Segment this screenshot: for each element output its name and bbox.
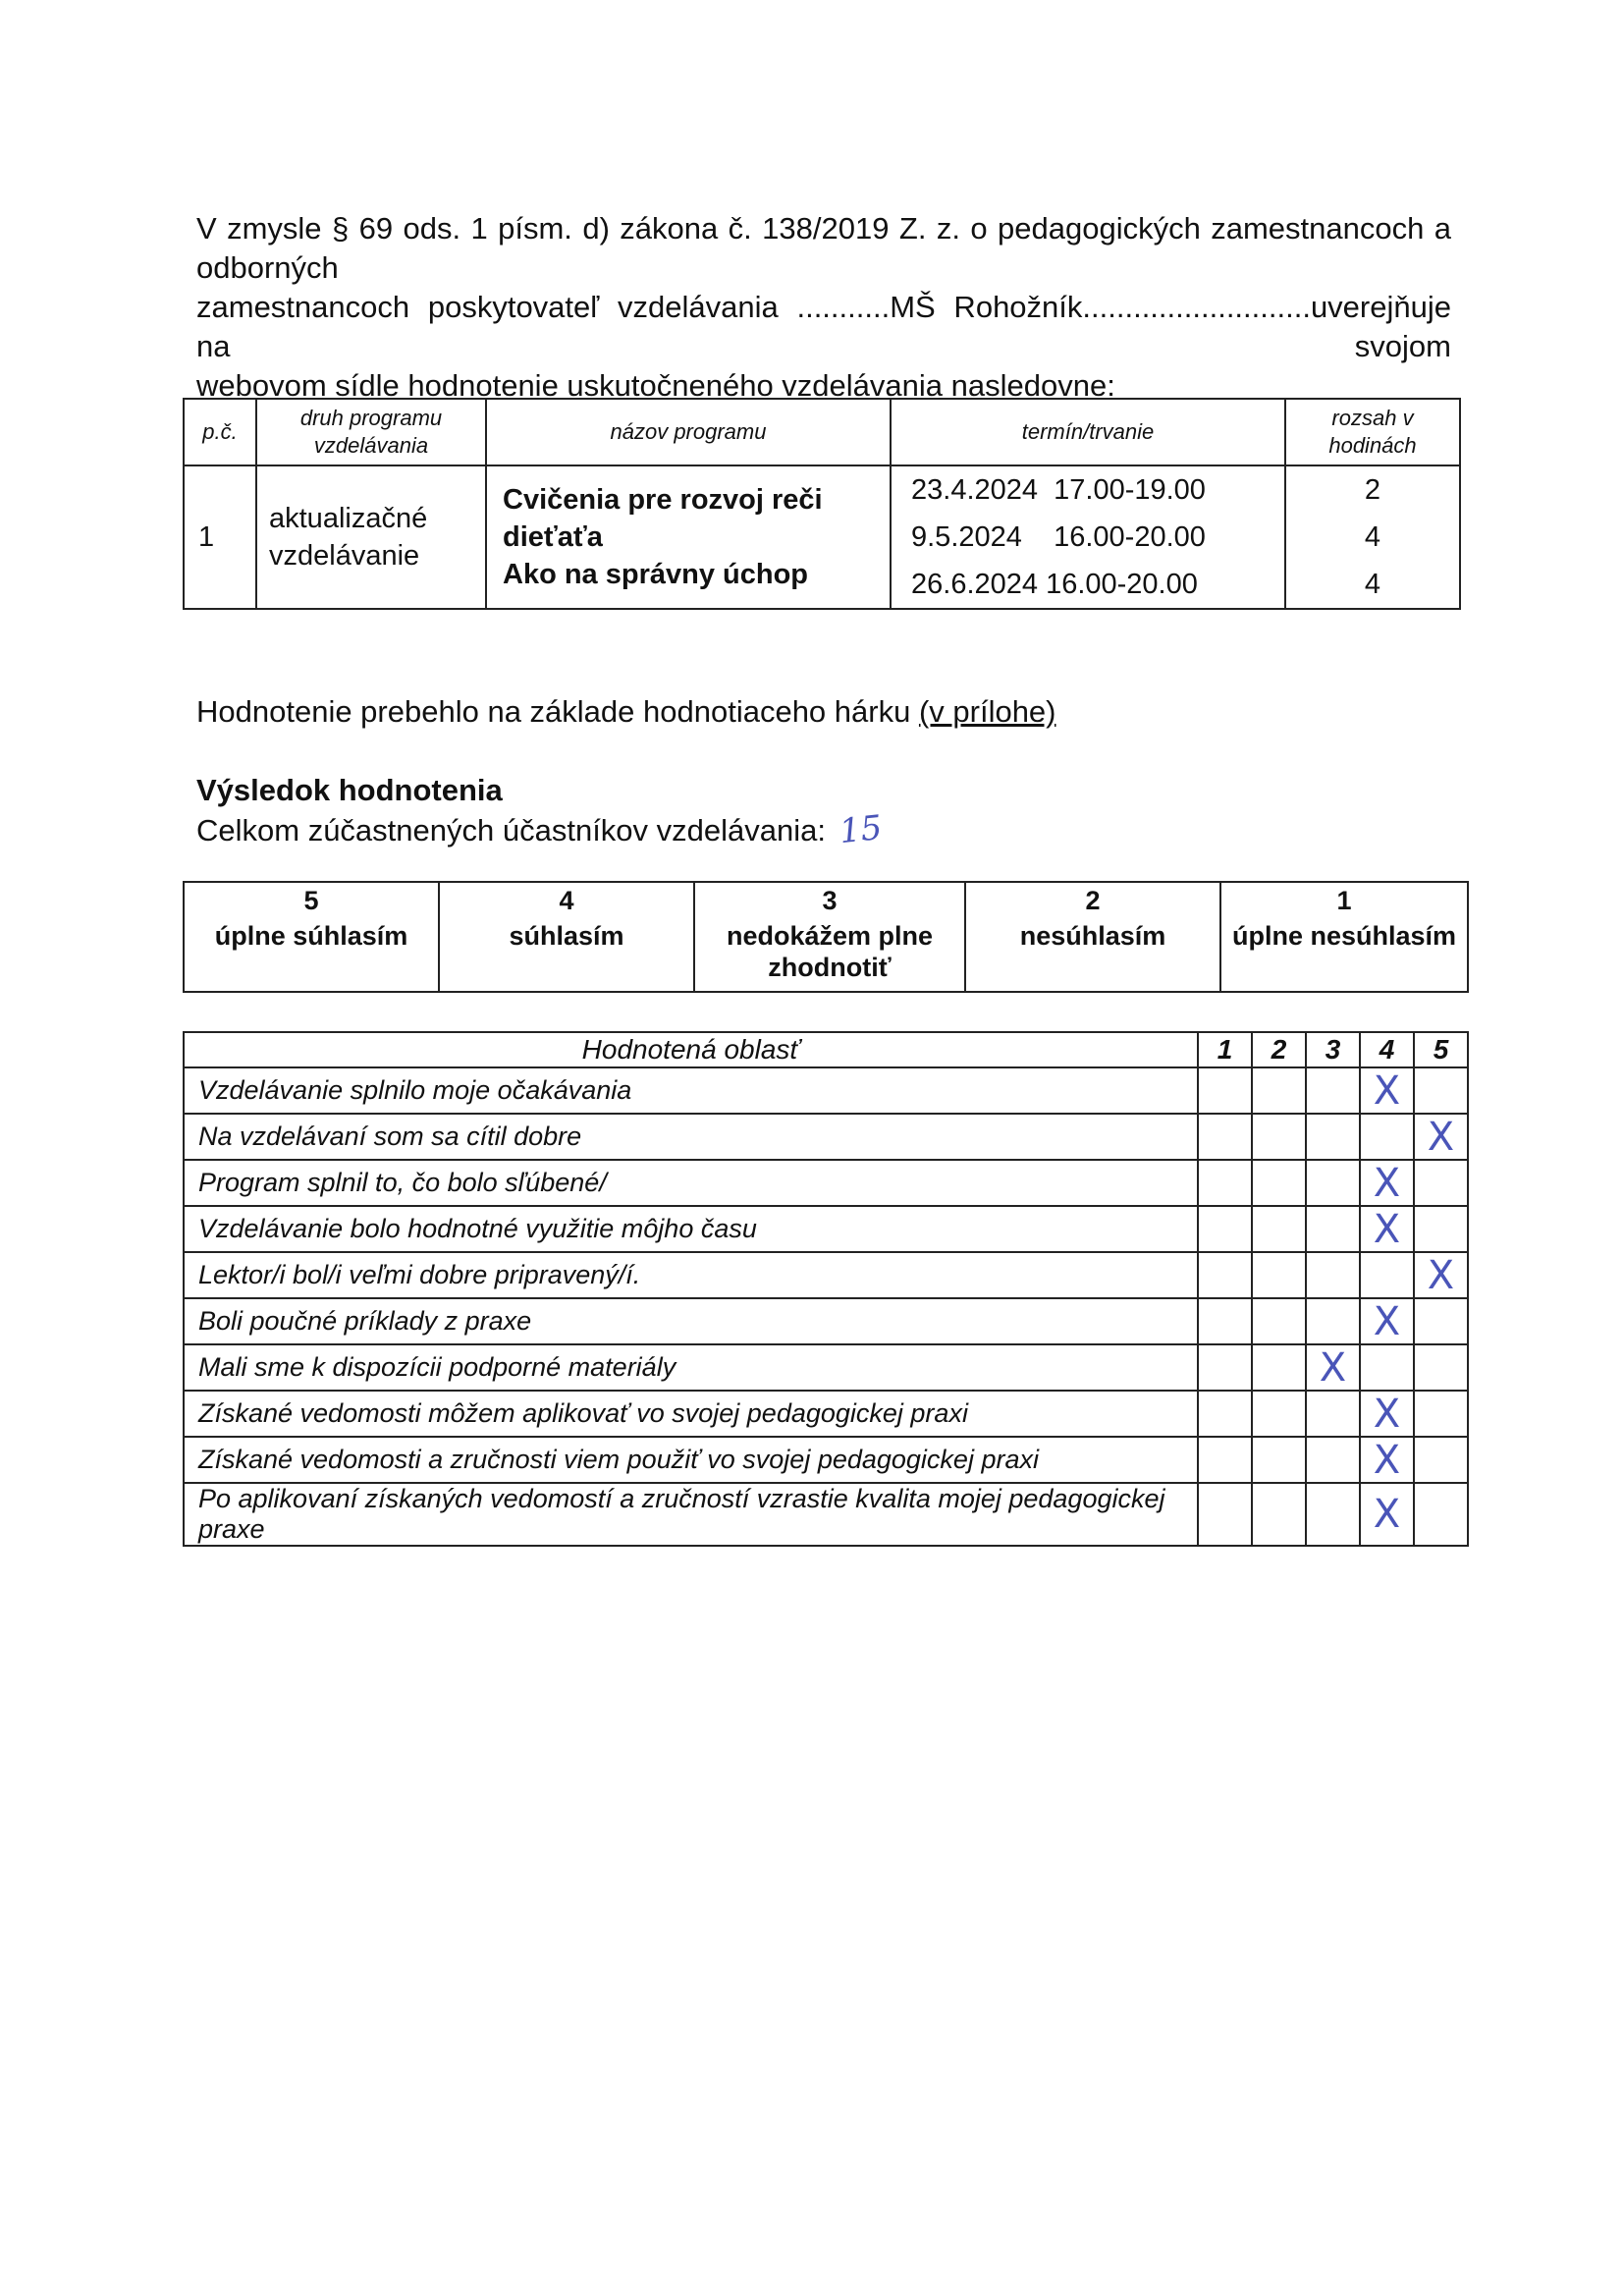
rating-cell-1	[1198, 1160, 1252, 1206]
table-row	[184, 1391, 1468, 1437]
rating-cell-4	[1360, 1437, 1414, 1483]
scale-value: 1	[1220, 882, 1468, 918]
rating-cell-1	[1198, 1114, 1252, 1160]
rating-cell-4	[1360, 1067, 1414, 1114]
intro-line-2: zamestnancoch poskytovateľ vzdelávania ...........MŠ Rohožník...........................uverejňuje na svojom	[196, 290, 1451, 363]
rating-cell-3	[1306, 1114, 1360, 1160]
intro-line-3: webovom sídle hodnotenie uskutočneného vzdelávania nasledovne:	[196, 368, 1115, 403]
table-row	[184, 1344, 1468, 1391]
evaluated-area: Po aplikovaní získaných vedomostí a zručností vzrastie kvalita mojej pedagogickej praxe	[184, 1483, 1198, 1546]
table-row	[184, 1252, 1468, 1298]
evaluation-table	[183, 1031, 1469, 1547]
rating-cell-1	[1198, 1344, 1252, 1391]
rating-cell-4	[1360, 1206, 1414, 1252]
rating-cell-2	[1252, 1437, 1306, 1483]
handwritten-x-mark: X	[1373, 1391, 1401, 1437]
result-title: Výsledok hodnotenia	[196, 773, 503, 807]
rating-cell-2	[1252, 1160, 1306, 1206]
table-row	[184, 1160, 1468, 1206]
handwritten-x-mark: X	[1427, 1252, 1455, 1298]
rating-cell-5	[1414, 1206, 1468, 1252]
rating-column-header: 3	[1306, 1032, 1360, 1067]
rating-cell-5	[1414, 1344, 1468, 1391]
rating-cell-3	[1306, 1067, 1360, 1114]
rating-cell-4	[1360, 1114, 1414, 1160]
rating-cell-1	[1198, 1391, 1252, 1437]
handwritten-x-mark: X	[1427, 1114, 1455, 1160]
evaluated-area: Program splnil to, čo bolo sľúbené/	[184, 1160, 1198, 1206]
handwritten-x-mark: X	[1373, 1437, 1401, 1483]
hours-2: 4	[1364, 521, 1381, 553]
rating-cell-5	[1414, 1483, 1468, 1546]
rating-cell-4	[1360, 1252, 1414, 1298]
evaluated-area: Získané vedomosti a zručnosti viem použiť vo svojej pedagogickej praxi	[184, 1437, 1198, 1483]
assessment-text: Hodnotenie prebehlo na základe hodnotiaceho hárku	[196, 694, 919, 729]
hours-3: 4	[1364, 569, 1381, 600]
program-dates	[891, 465, 1285, 609]
scale-value: 2	[965, 882, 1220, 918]
evaluated-area: Boli poučné príklady z praxe	[184, 1298, 1198, 1344]
evaluated-area: Mali sme k dispozícii podporné materiály	[184, 1344, 1198, 1391]
scale-label: nedokážem plne zhodnotiť	[694, 918, 965, 992]
rating-cell-1	[1198, 1252, 1252, 1298]
participants-count: 15	[838, 807, 885, 852]
rating-column-header: 1	[1198, 1032, 1252, 1067]
handwritten-x-mark: X	[1373, 1160, 1401, 1206]
participants-line	[196, 807, 885, 852]
rating-cell-3	[1306, 1298, 1360, 1344]
rating-cell-2	[1252, 1114, 1306, 1160]
rating-cell-5	[1414, 1160, 1468, 1206]
program-name-1: Cvičenia pre rozvoj reči dieťaťa	[503, 484, 823, 553]
rating-cell-4	[1360, 1298, 1414, 1344]
rating-cell-5	[1414, 1114, 1468, 1160]
table-row	[184, 1114, 1468, 1160]
rating-cell-4	[1360, 1344, 1414, 1391]
rating-cell-3	[1306, 1391, 1360, 1437]
rating-column-header: 5	[1414, 1032, 1468, 1067]
rating-cell-1	[1198, 1437, 1252, 1483]
date-2: 9.5.2024 16.00-20.00	[911, 521, 1206, 553]
rating-cell-2	[1252, 1483, 1306, 1546]
table-row	[184, 1067, 1468, 1114]
evaluation-rows	[184, 1067, 1468, 1546]
program-names	[486, 465, 891, 609]
table-row	[184, 1298, 1468, 1344]
row-number: 1	[184, 465, 256, 609]
col-header-type: druh programu vzdelávania	[256, 399, 486, 465]
rating-cell-3	[1306, 1483, 1360, 1546]
col-header-number: p.č.	[184, 399, 256, 465]
rating-cell-3	[1306, 1206, 1360, 1252]
intro-paragraph	[196, 209, 1451, 406]
handwritten-x-mark: X	[1319, 1344, 1347, 1391]
rating-cell-5	[1414, 1437, 1468, 1483]
scale-value: 4	[439, 882, 694, 918]
handwritten-x-mark: X	[1373, 1206, 1401, 1252]
rating-cell-5	[1414, 1391, 1468, 1437]
rating-cell-1	[1198, 1206, 1252, 1252]
scale-label: úplne súhlasím	[184, 918, 439, 992]
rating-cell-2	[1252, 1206, 1306, 1252]
evaluated-area: Lektor/i bol/i veľmi dobre pripravený/í.	[184, 1252, 1198, 1298]
program-table	[183, 398, 1461, 610]
rating-cell-2	[1252, 1391, 1306, 1437]
rating-cell-5	[1414, 1067, 1468, 1114]
rating-cell-4	[1360, 1160, 1414, 1206]
date-1: 23.4.2024 17.00-19.00	[911, 474, 1206, 506]
rating-cell-1	[1198, 1483, 1252, 1546]
evaluation-header: Hodnotená oblasť	[184, 1032, 1198, 1067]
rating-column-header: 4	[1360, 1032, 1414, 1067]
rating-cell-2	[1252, 1344, 1306, 1391]
rating-cell-3	[1306, 1437, 1360, 1483]
evaluated-area: Vzdelávanie bolo hodnotné využitie môjho času	[184, 1206, 1198, 1252]
rating-cell-5	[1414, 1252, 1468, 1298]
col-header-date: termín/trvanie	[891, 399, 1285, 465]
rating-cell-3	[1306, 1160, 1360, 1206]
scale-label: nesúhlasím	[965, 918, 1220, 992]
col-header-hours: rozsah v hodinách	[1285, 399, 1460, 465]
rating-scale-table	[183, 881, 1469, 993]
program-name-2: Ako na správny úchop	[503, 559, 809, 590]
evaluated-area: Vzdelávanie splnilo moje očakávania	[184, 1067, 1198, 1114]
hours-1: 2	[1364, 474, 1381, 506]
rating-cell-4	[1360, 1391, 1414, 1437]
participants-label: Celkom zúčastnených účastníkov vzdelávania:	[196, 813, 826, 847]
handwritten-x-mark: X	[1373, 1492, 1401, 1537]
table-row	[184, 1437, 1468, 1483]
handwritten-x-mark: X	[1373, 1067, 1401, 1114]
program-hours	[1285, 465, 1460, 609]
scale-label: súhlasím	[439, 918, 694, 992]
evaluated-area: Získané vedomosti môžem aplikovať vo svojej pedagogickej praxi	[184, 1391, 1198, 1437]
col-header-name: názov programu	[486, 399, 891, 465]
rating-cell-1	[1198, 1067, 1252, 1114]
attachment-link: (v prílohe)	[918, 694, 1056, 729]
table-row	[184, 1206, 1468, 1252]
scale-value: 5	[184, 882, 439, 918]
rating-cell-2	[1252, 1067, 1306, 1114]
rating-cell-4	[1360, 1483, 1414, 1546]
rating-column-header: 2	[1252, 1032, 1306, 1067]
intro-line-1: V zmysle § 69 ods. 1 písm. d) zákona č. 138/2019 Z. z. o pedagogických zamestnancoch a odborných	[196, 211, 1451, 285]
scale-value: 3	[694, 882, 965, 918]
rating-cell-2	[1252, 1298, 1306, 1344]
rating-cell-3	[1306, 1344, 1360, 1391]
handwritten-x-mark: X	[1373, 1298, 1401, 1344]
rating-cell-3	[1306, 1252, 1360, 1298]
evaluated-area: Na vzdelávaní som sa cítil dobre	[184, 1114, 1198, 1160]
scale-label: úplne nesúhlasím	[1220, 918, 1468, 992]
rating-cell-5	[1414, 1298, 1468, 1344]
rating-cell-2	[1252, 1252, 1306, 1298]
program-type: aktualizačné vzdelávanie	[256, 465, 486, 609]
assessment-note	[196, 694, 1056, 730]
date-3: 26.6.2024 16.00-20.00	[911, 569, 1198, 600]
table-row	[184, 1483, 1468, 1546]
rating-cell-1	[1198, 1298, 1252, 1344]
